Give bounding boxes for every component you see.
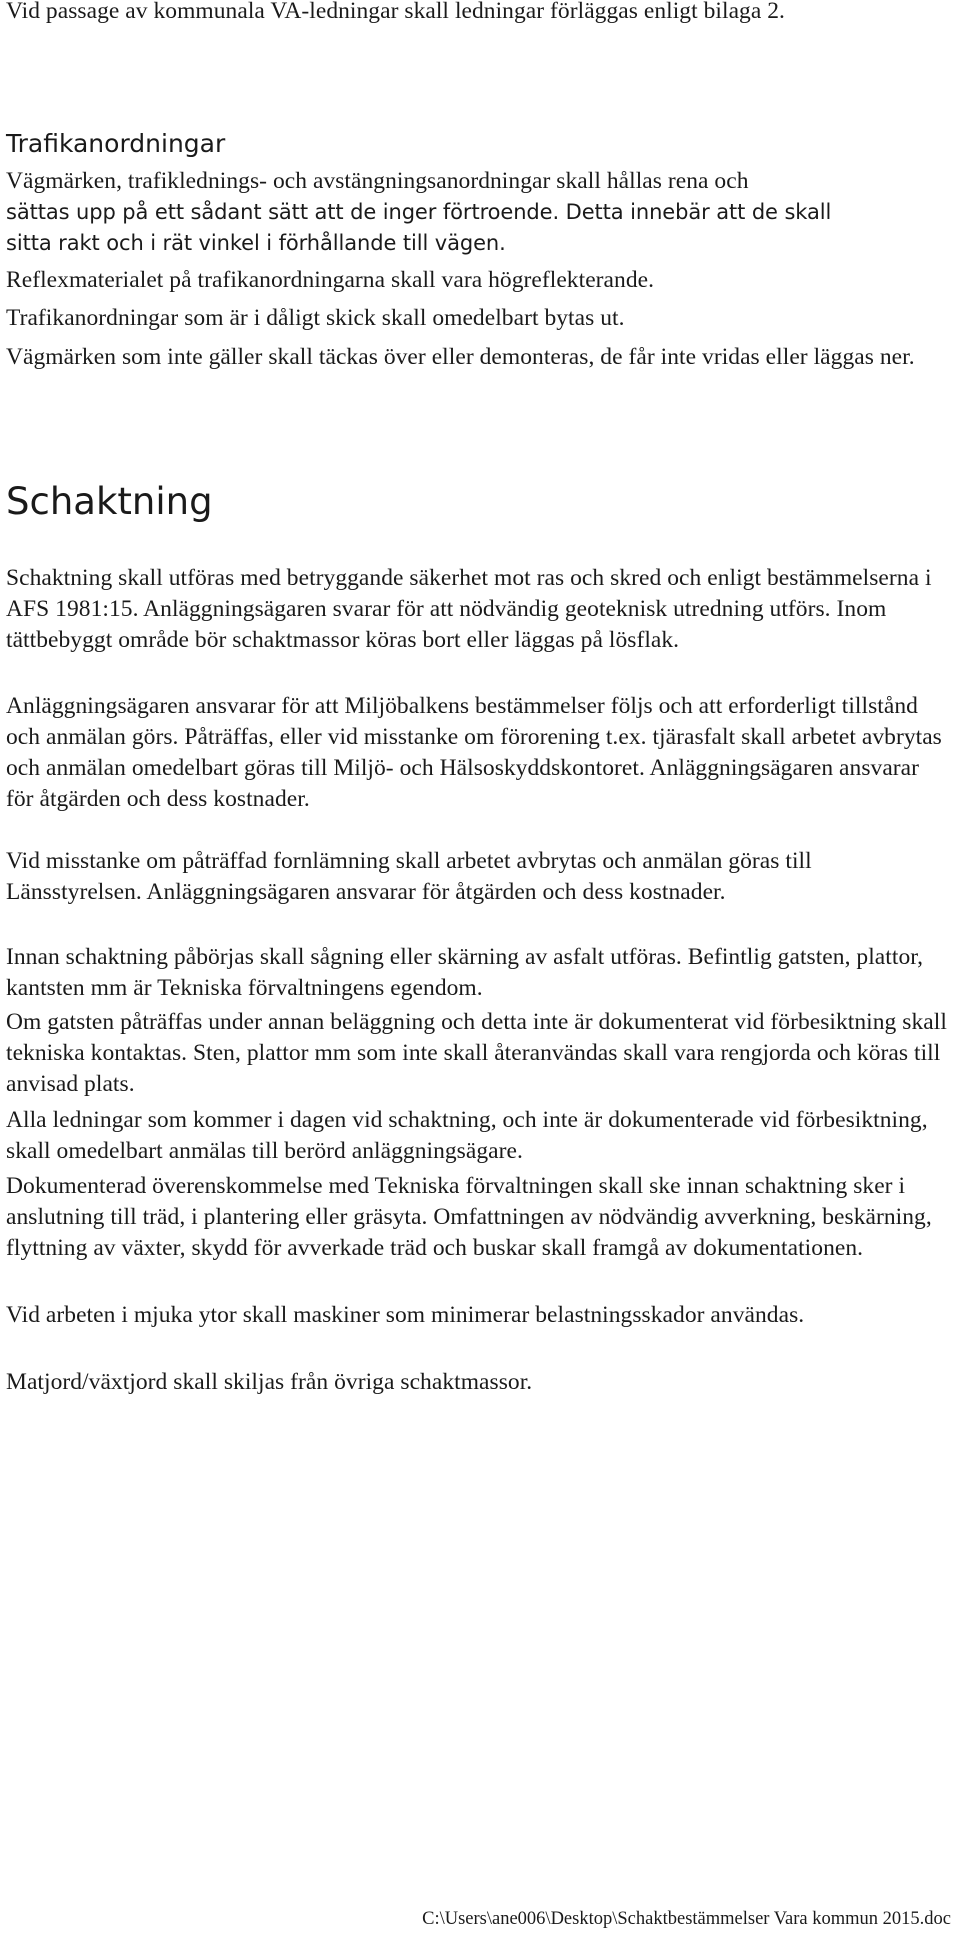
trafik-p1-line3: sitta rakt och i rät vinkel i förhållande till vägen.	[6, 231, 506, 255]
schakt-paragraph-8: Vid arbeten i mjuka ytor skall maskiner som minimerar belastningsskador användas.	[6, 1302, 805, 1328]
heading-trafikanordningar: Trafikanordningar	[6, 129, 226, 158]
trafik-p1-line2: sättas upp på ett sådant sätt att de inger förtroende. Detta innebär att de skall	[6, 200, 832, 224]
trafik-p1-line1: Vägmärken, trafiklednings- och avstängningsanordningar skall hållas rena och	[6, 168, 749, 194]
footer-file-path: C:\Users\ane006\Desktop\Schaktbestämmelser Vara kommun 2015.doc	[422, 1909, 951, 1929]
trafik-paragraph-1	[6, 166, 951, 259]
trafik-paragraph-4: Vägmärken som inte gäller skall täckas över eller demonteras, de får inte vridas eller läggas ner.	[6, 344, 915, 370]
schakt-paragraph-1: Schaktning skall utföras med betryggande säkerhet mot ras och skred och enligt bestämmelserna i AFS 1981:15. Anläggningsägaren svarar för att nödvändig geoteknisk utredning utförs. Inom tättbebyggt område bör schaktmassor köras bort eller läggas på lösflak.	[6, 565, 932, 653]
trafik-paragraph-3: Trafikanordningar som är i dåligt skick skall omedelbart bytas ut.	[6, 305, 625, 331]
heading-schaktning: Schaktning	[6, 480, 213, 523]
intro-text: Vid passage av kommunala VA-ledningar skall ledningar förläggas enligt bilaga 2.	[6, 0, 785, 24]
schakt-paragraph-6: Alla ledningar som kommer i dagen vid schaktning, och inte är dokumenterade vid förbesiktning, skall omedelbart anmälas till berörd anläggningsägare.	[6, 1107, 928, 1164]
schakt-paragraph-7: Dokumenterad överenskommelse med Tekniska förvaltningen skall ske innan schaktning sker i anslutning till träd, i plantering eller gräsyta. Omfattningen av nödvändig avverkning, beskärning, flyttning av växter, skydd för avverkade träd och buskar skall framgå av dokumentationen.	[6, 1173, 932, 1261]
schakt-paragraph-2: Anläggningsägaren ansvarar för att Miljöbalkens bestämmelser följs och att erforderligt tillstånd och anmälan görs. Påträffas, eller vid misstanke om förorening t.ex. tjärasfalt skall arbetet avbrytas och anmälan omedelbart göras till Miljö- och Hälsoskyddskontoret. Anläggningsägaren ansvarar för åtgärden och dess kostnader.	[6, 693, 942, 812]
intro-paragraph	[6, 0, 951, 27]
schakt-paragraph-9: Matjord/växtjord skall skiljas från övriga schaktmassor.	[6, 1369, 533, 1395]
schakt-paragraph-5: Om gatsten påträffas under annan beläggning och detta inte är dokumenterat vid förbesiktning skall tekniska kontaktas. Sten, plattor mm som inte skall återanvändas skall vara rengjorda och köras till anvisad plats.	[6, 1009, 947, 1097]
schakt-paragraph-4: Innan schaktning påbörjas skall sågning eller skärning av asfalt utföras. Befintlig gatsten, plattor, kantsten mm är Tekniska förvaltningens egendom.	[6, 944, 924, 1001]
trafik-paragraph-2: Reflexmaterialet på trafikanordningarna skall vara högreflekterande.	[6, 267, 655, 293]
schakt-paragraph-3: Vid misstanke om påträffad fornlämning skall arbetet avbrytas och anmälan göras till Länsstyrelsen. Anläggningsägaren ansvarar för åtgärden och dess kostnader.	[6, 848, 812, 905]
